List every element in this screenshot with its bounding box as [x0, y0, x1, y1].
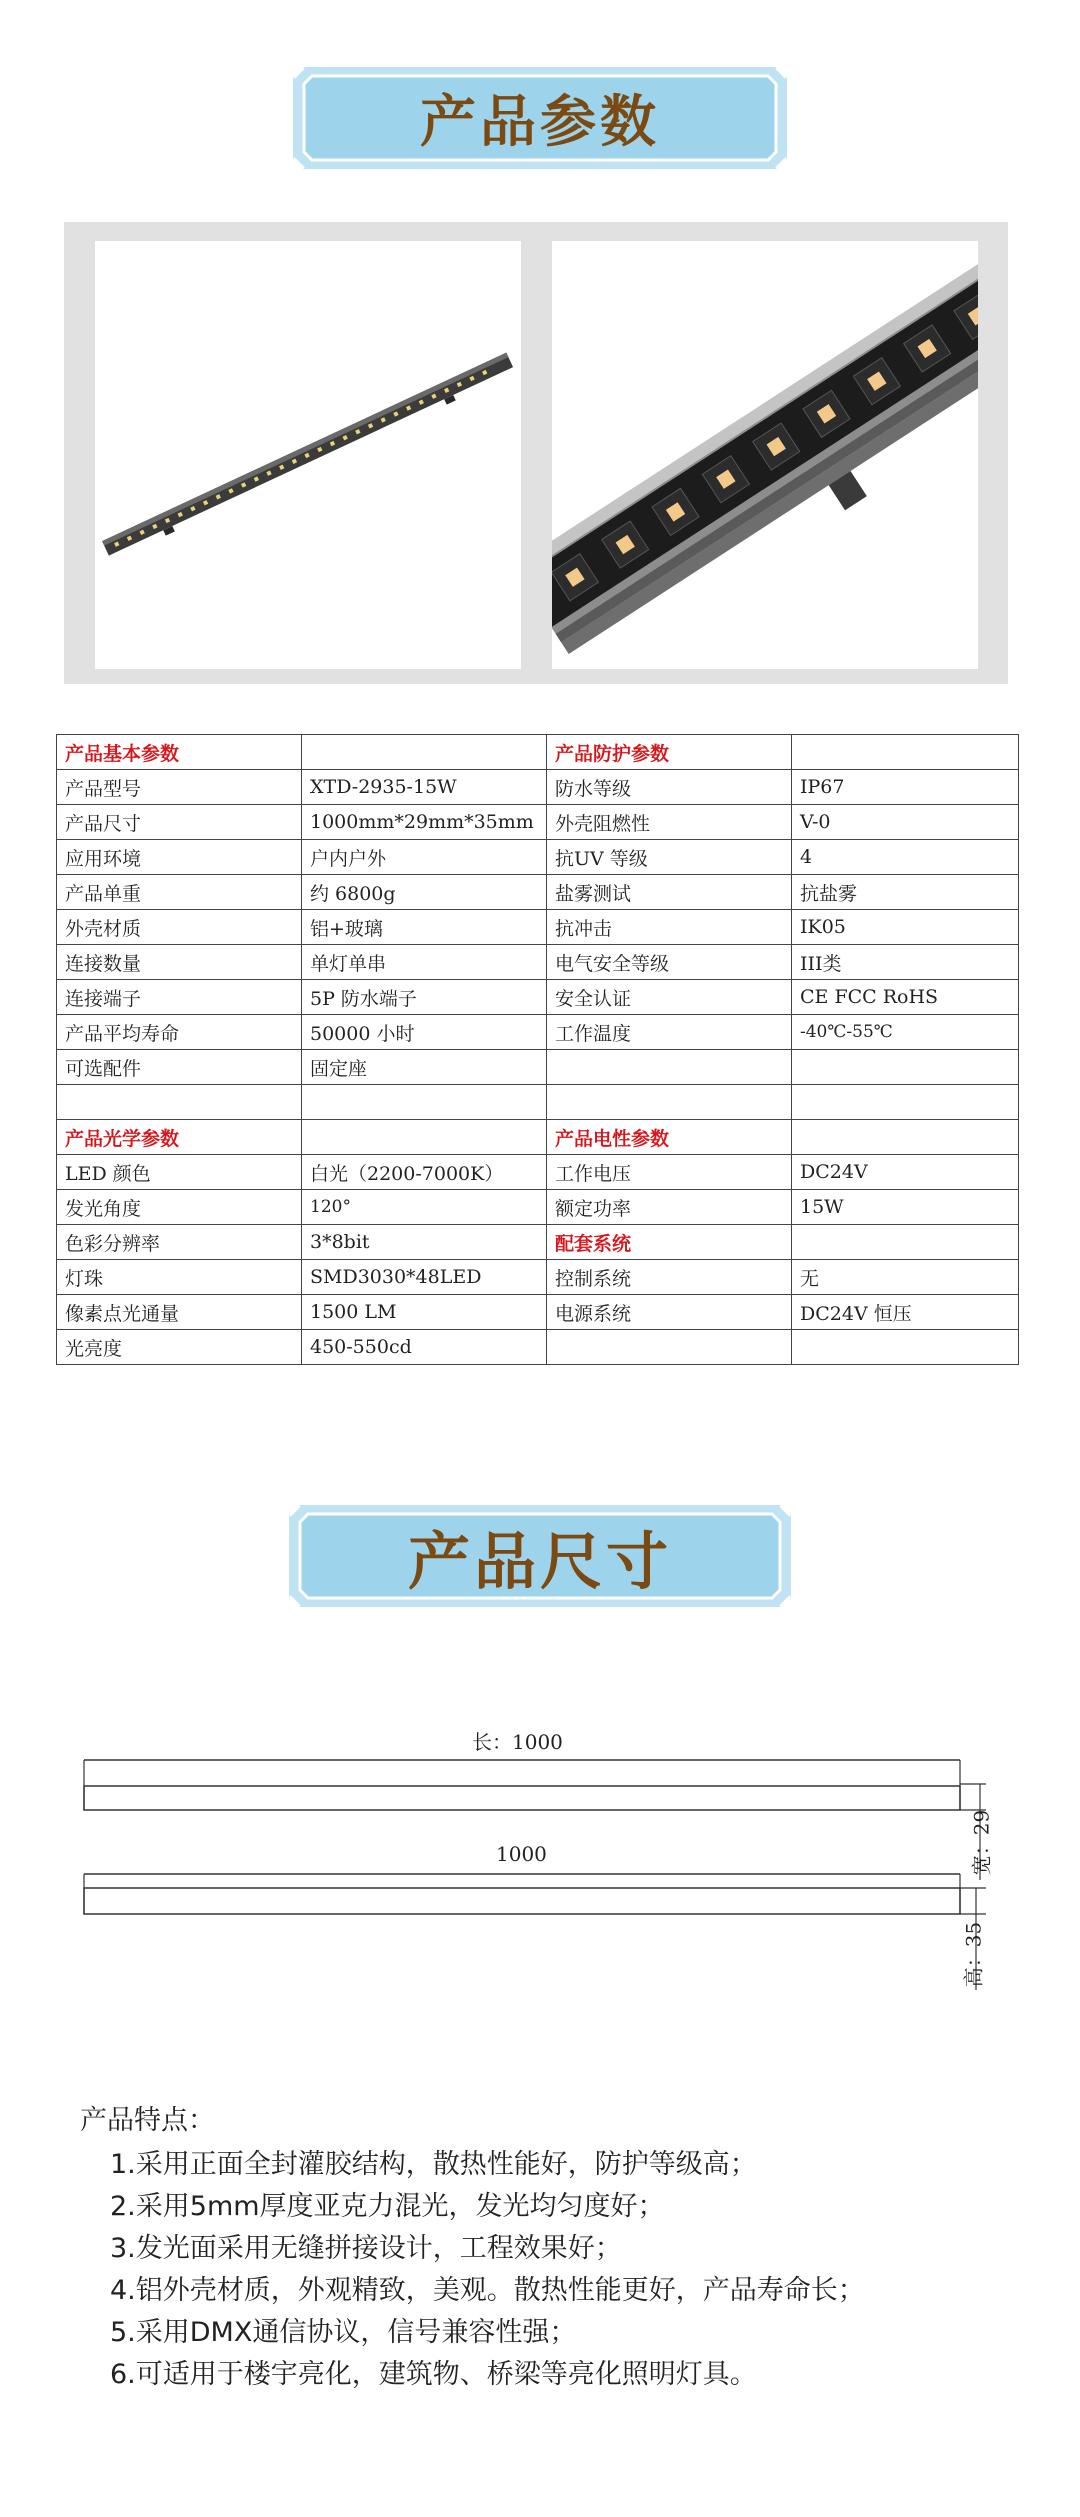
table-cell: 产品光学参数	[57, 1120, 302, 1155]
table-cell: LED 颜色	[57, 1155, 302, 1190]
table-cell: V-0	[792, 805, 1019, 840]
table-cell	[302, 1120, 547, 1155]
table-cell	[547, 1330, 792, 1365]
table-row	[57, 1050, 1019, 1085]
table-cell: 抗冲击	[547, 910, 792, 945]
spec-table	[56, 734, 1019, 1365]
table-cell: 工作温度	[547, 1015, 792, 1050]
table-cell: CE FCC RoHS	[792, 980, 1019, 1015]
table-cell: 4	[792, 840, 1019, 875]
table-cell: 产品基本参数	[57, 735, 302, 770]
table-row	[57, 1120, 1019, 1155]
feature-item: 1.采用正面全封灌胶结构，散热性能好，防护等级高；	[110, 2149, 757, 2180]
table-row	[57, 980, 1019, 1015]
table-cell: 抗盐雾	[792, 875, 1019, 910]
feature-item: 4.铝外壳材质，外观精致，美观。散热性能更好，产品寿命长；	[110, 2275, 865, 2306]
table-cell: 配套系统	[547, 1225, 792, 1260]
features-title: 产品特点：	[80, 2105, 215, 2136]
table-row	[57, 805, 1019, 840]
section-banner-params	[290, 64, 790, 172]
table-cell: 控制系统	[547, 1260, 792, 1295]
table-cell: 5P 防水端子	[302, 980, 547, 1015]
height-label: 高：35	[961, 1921, 986, 1988]
table-cell: 1000mm*29mm*35mm	[302, 805, 547, 840]
table-cell: 工作电压	[547, 1155, 792, 1190]
feature-item: 5.采用DMX通信协议，信号兼容性强；	[110, 2317, 577, 2348]
table-cell	[547, 1085, 792, 1120]
table-cell: 白光（2200-7000K）	[302, 1155, 547, 1190]
table-cell: 户内户外	[302, 840, 547, 875]
table-cell: 像素点光通量	[57, 1295, 302, 1330]
table-cell: 450-550cd	[302, 1330, 547, 1365]
table-cell: DC24V	[792, 1155, 1019, 1190]
table-row	[57, 1015, 1019, 1050]
banner-title: 产品尺寸	[407, 1524, 672, 1598]
table-cell: XTD-2935-15W	[302, 770, 547, 805]
table-row	[57, 1225, 1019, 1260]
table-cell	[792, 735, 1019, 770]
length-value: 1000	[496, 1842, 547, 1866]
table-cell: 产品单重	[57, 875, 302, 910]
product-features	[80, 2098, 865, 2396]
table-cell: DC24V 恒压	[792, 1295, 1019, 1330]
feature-item: 2.采用5mm厚度亚克力混光，发光均匀度好；	[110, 2191, 665, 2222]
table-cell: 产品防护参数	[547, 735, 792, 770]
table-cell: 固定座	[302, 1050, 547, 1085]
table-row	[57, 1295, 1019, 1330]
table-cell	[302, 735, 547, 770]
table-cell: 1500 LM	[302, 1295, 547, 1330]
table-cell: 铝+玻璃	[302, 910, 547, 945]
product-photo-closeup	[552, 241, 978, 669]
table-row	[57, 735, 1019, 770]
light-bar-image	[95, 241, 521, 669]
product-photo-full	[95, 241, 521, 669]
table-cell: 灯珠	[57, 1260, 302, 1295]
table-cell: 15W	[792, 1190, 1019, 1225]
table-cell: 光亮度	[57, 1330, 302, 1365]
table-cell: 产品平均寿命	[57, 1015, 302, 1050]
table-cell: 外壳材质	[57, 910, 302, 945]
table-row	[57, 945, 1019, 980]
table-cell: 3*8bit	[302, 1225, 547, 1260]
table-cell	[57, 1085, 302, 1120]
product-photo-panel	[64, 222, 1008, 684]
table-row	[57, 910, 1019, 945]
table-cell	[792, 1330, 1019, 1365]
table-cell: 单灯单串	[302, 945, 547, 980]
table-cell	[792, 1050, 1019, 1085]
table-cell: III类	[792, 945, 1019, 980]
table-cell	[792, 1120, 1019, 1155]
table-cell: SMD3030*48LED	[302, 1260, 547, 1295]
banner-title: 产品参数	[420, 90, 660, 155]
table-cell: 发光角度	[57, 1190, 302, 1225]
section-banner-dimensions	[286, 1502, 794, 1610]
width-label: 宽：29	[969, 1809, 994, 1876]
table-cell	[547, 1050, 792, 1085]
table-cell: 连接数量	[57, 945, 302, 980]
table-row	[57, 1085, 1019, 1120]
table-cell: 防水等级	[547, 770, 792, 805]
table-cell: 50000 小时	[302, 1015, 547, 1050]
table-cell: 盐雾测试	[547, 875, 792, 910]
table-row	[57, 875, 1019, 910]
table-cell: 产品尺寸	[57, 805, 302, 840]
table-cell: -40℃-55℃	[792, 1015, 1019, 1050]
table-cell	[792, 1225, 1019, 1260]
table-cell	[302, 1085, 547, 1120]
table-cell: 约 6800g	[302, 875, 547, 910]
table-row	[57, 1260, 1019, 1295]
table-cell: IK05	[792, 910, 1019, 945]
table-cell: 电源系统	[547, 1295, 792, 1330]
table-cell: 安全认证	[547, 980, 792, 1015]
table-row	[57, 1330, 1019, 1365]
table-row	[57, 840, 1019, 875]
table-cell: 抗UV 等级	[547, 840, 792, 875]
table-cell: 色彩分辨率	[57, 1225, 302, 1260]
table-cell: 电气安全等级	[547, 945, 792, 980]
table-cell: 外壳阻燃性	[547, 805, 792, 840]
table-cell	[792, 1085, 1019, 1120]
table-cell: 可选配件	[57, 1050, 302, 1085]
table-cell: 产品电性参数	[547, 1120, 792, 1155]
feature-item: 3.发光面采用无缝拼接设计，工程效果好；	[110, 2233, 622, 2264]
table-cell: 应用环境	[57, 840, 302, 875]
table-row	[57, 1155, 1019, 1190]
light-bar-closeup-image	[552, 241, 978, 669]
table-row	[57, 770, 1019, 805]
table-cell: 无	[792, 1260, 1019, 1295]
table-cell: 额定功率	[547, 1190, 792, 1225]
feature-item: 6.可适用于楼宇亮化，建筑物、桥梁等亮化照明灯具。	[110, 2359, 757, 2390]
table-cell: 120°	[302, 1190, 547, 1225]
table-cell: 连接端子	[57, 980, 302, 1015]
table-cell: IP67	[792, 770, 1019, 805]
length-label: 长：1000	[472, 1730, 563, 1754]
table-cell: 产品型号	[57, 770, 302, 805]
table-row	[57, 1190, 1019, 1225]
